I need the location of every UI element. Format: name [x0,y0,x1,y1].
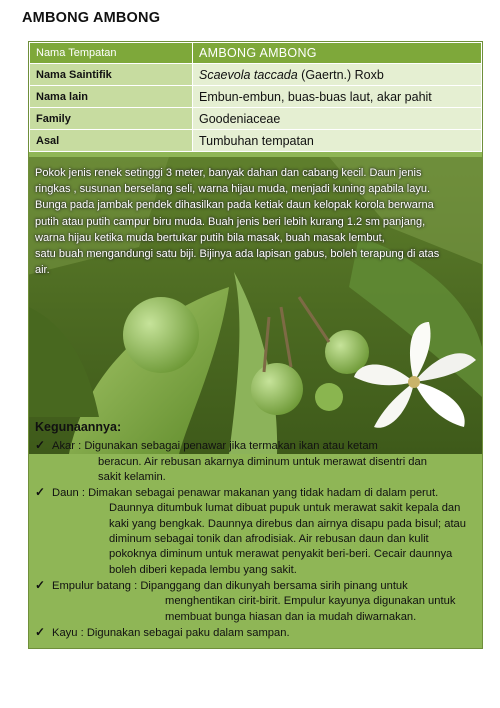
row-key: Nama lain [30,86,193,108]
use-line: membuat bunga hiasan dan ia mudah diwarnakan. [165,610,417,623]
use-line: Daunnya ditumbuk lumat dibuat pupuk untuk merawat sakit kepala dan [109,502,461,515]
description-line: ringkas , susunan berselang seli, warna hijau muda, menjadi kuning apabila layu. [35,183,431,196]
use-line: Digunakan sebagai paku dalam sampan. [86,626,290,639]
check-icon: ✓ [35,577,46,592]
use-line: Dipanggang dan dikunyah bersama sirih pinang untuk [140,579,408,592]
use-line: kaki yang bengkak. Daunnya direbus dan airnya disapu pada bisul; atau [109,517,467,530]
page-title: AMBONG AMBONG [22,10,161,26]
use-line: Digunakan sebagai penawar jika termakan ikan atau ketam [84,440,378,453]
check-icon: ✓ [35,624,46,639]
row-value: Tumbuhan tempatan [193,130,482,152]
header-value: AMBONG AMBONG [193,43,482,64]
scientific-author: (Gaertn.) Roxb [297,67,384,82]
table-header-row [30,43,482,64]
table-row [30,130,482,152]
row-key: Family [30,108,193,130]
row-key: Asal [30,130,193,152]
use-label: Kayu : [52,626,84,639]
row-key: Nama Saintifik [30,64,193,86]
use-label: Akar : [52,440,82,453]
use-line: beracun. Air rebusan akarnya diminum untuk merawat disentri dan [98,455,427,468]
description-line: putih atau putih campur biru muda. Buah jenis beri lebih kurang 1.2 sm panjang, [35,215,426,228]
use-line: pokoknya diminum untuk merawat penyakit beri-beri. Cecair daunnya [109,548,453,561]
uses-title: Kegunaannya: [35,420,122,434]
header-key: Nama Tempatan [30,43,193,64]
row-value [193,64,482,86]
uses-section [35,420,480,642]
description-line: Bunga pada jambak pendek dihasilkan pada ketiak daun kelopak korola berwarna [35,199,434,212]
table-row [30,64,482,86]
use-line: sakit kelamin. [98,470,166,483]
use-label: Empulur batang : [52,579,138,592]
description-line: warna hijau ketika muda bertukar putih bila masak, buah masak lembut, [35,231,385,244]
use-item-empulur-batang [35,579,480,625]
use-line: boleh diberi kepada lembu yang sakit. [109,563,297,576]
row-value: Embun-embun, buas-buas laut, akar pahit [193,86,482,108]
description-line: air. [35,264,50,277]
check-icon: ✓ [35,485,46,500]
info-table [29,42,482,152]
table-row [30,86,482,108]
description [35,165,478,278]
use-item-akar [35,439,480,485]
use-item-daun [35,486,480,578]
check-icon: ✓ [35,438,46,453]
scientific-name: Scaevola taccada [199,67,298,82]
info-card [28,41,483,649]
use-line: menghentikan cirit-birit. Empulur kayunya digunakan untuk [165,595,456,608]
use-line: Dimakan sebagai penawar makanan yang tidak hadam di dalam perut. [88,487,439,500]
table-row [30,108,482,130]
description-line: Pokok jenis renek setinggi 3 meter, banyak dahan dan cabang kecil. Daun jenis [35,167,422,179]
use-label: Daun : [52,487,85,500]
row-value: Goodeniaceae [193,108,482,130]
use-item-kayu [35,626,480,641]
use-line: diminum sebagai tonik dan afrodisiak. Air rebusan daun dan kulit [109,533,429,546]
description-line: satu buah mengandungi satu biji. Bijinya ada lapisan gabus, boleh terapung di atas [35,248,440,261]
